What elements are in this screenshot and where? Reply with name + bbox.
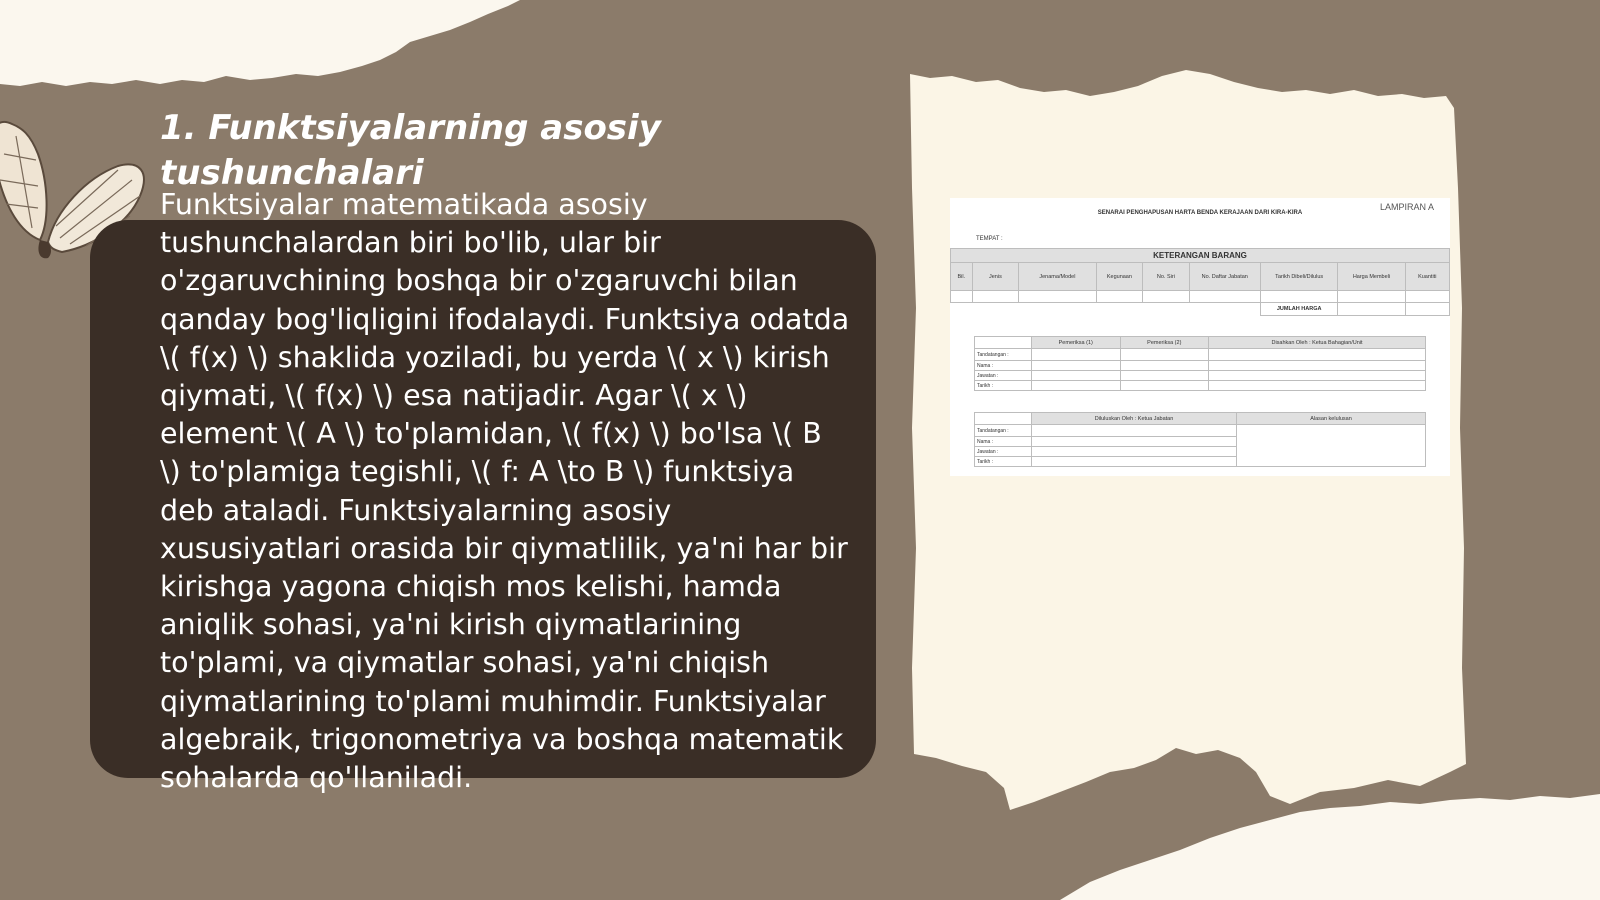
column-header: No. Daftar Jabatan <box>1189 263 1260 291</box>
column-header: Kegunaan <box>1096 263 1142 291</box>
sign-header: Alasan kelulusan <box>1237 413 1426 425</box>
doc-tempat: TEMPAT : <box>976 236 1003 242</box>
sign-header: Diluluskan Oleh : Ketua Jabatan <box>1032 413 1237 425</box>
column-header: Kuantiti <box>1405 263 1449 291</box>
sign-row-label: Tarikh : <box>975 457 1032 467</box>
doc-title: SENARAI PENGHAPUSAN HARTA BENDA KERAJAAN DARI KIRA-KIRA <box>1097 210 1303 216</box>
items-table <box>950 248 1450 316</box>
sign-header: Pemeriksa (1) <box>1032 337 1121 349</box>
column-header: Jenama/Model <box>1019 263 1096 291</box>
doc-lampiran: LAMPIRAN A <box>1379 202 1434 212</box>
column-header: Harga Membeli <box>1338 263 1405 291</box>
sign-row-label: Nama : <box>975 361 1032 371</box>
sign-row-label: Jawatan : <box>975 447 1032 457</box>
sign-row-label: Tarikh : <box>975 381 1032 391</box>
sign-row-label: Tandatangan : <box>975 425 1032 437</box>
column-header: No. Siri <box>1143 263 1189 291</box>
total-label: JUMLAH HARGA <box>1260 303 1337 316</box>
section-header: KETERANGAN BARANG <box>951 249 1450 263</box>
sign-header: Pemeriksa (2) <box>1120 337 1209 349</box>
total-row <box>951 303 1450 316</box>
slide-title: 1. Funktsiyalarning asosiy tushunchalari <box>160 108 661 193</box>
torn-paper-top <box>0 0 560 95</box>
sign-row-label: Nama : <box>975 437 1032 447</box>
sign-row-label: Jawatan : <box>975 371 1032 381</box>
sign-row-label: Tandatangan : <box>975 349 1032 361</box>
sign-header: Disahkan Oleh : Ketua Bahagian/Unit <box>1209 337 1426 349</box>
form-document <box>950 198 1450 476</box>
column-header: Jenis <box>972 263 1018 291</box>
signature-table-2 <box>974 412 1426 467</box>
table-row <box>951 291 1450 303</box>
column-header: Tarikh Dibeli/Dilulus <box>1260 263 1337 291</box>
signature-table-1 <box>974 336 1426 391</box>
column-header: Bil. <box>951 263 973 291</box>
slide-body: Funktsiyalar matematikada asosiy tushunchalardan biri bo'lib, ular bir o'zgaruvchining boshqa bir o'zgaruvchi bilan qanday bog'liqligini ifodalaydi. Funktsiya odatda \( f(x) \) shaklida yoziladi, bu yerda \( x \) kirish qiymati, \( f(x) \) esa natijadir. Agar \( x \) element \( A \) to'plamidan, \( f(x) \) bo'lsa \( B \) to'plamiga tegishli, \( f: A \to B \) funktsiya deb ataladi. Funktsiyalarning asosiy xususiyatlari orasida bir qiymatlilik, ya'ni har bir kirishga yagona chiqish mos kelishi, hamda aniqlik sohasi, ya'ni kirish qiymatlarining to'plami, va qiymatlar sohasi, ya'ni chiqish qiymatlarining to'plami muhimdir. Funktsiyalar algebraik, trigonometriya va boshqa matematik sohalarda qo'llaniladi. <box>160 188 850 795</box>
